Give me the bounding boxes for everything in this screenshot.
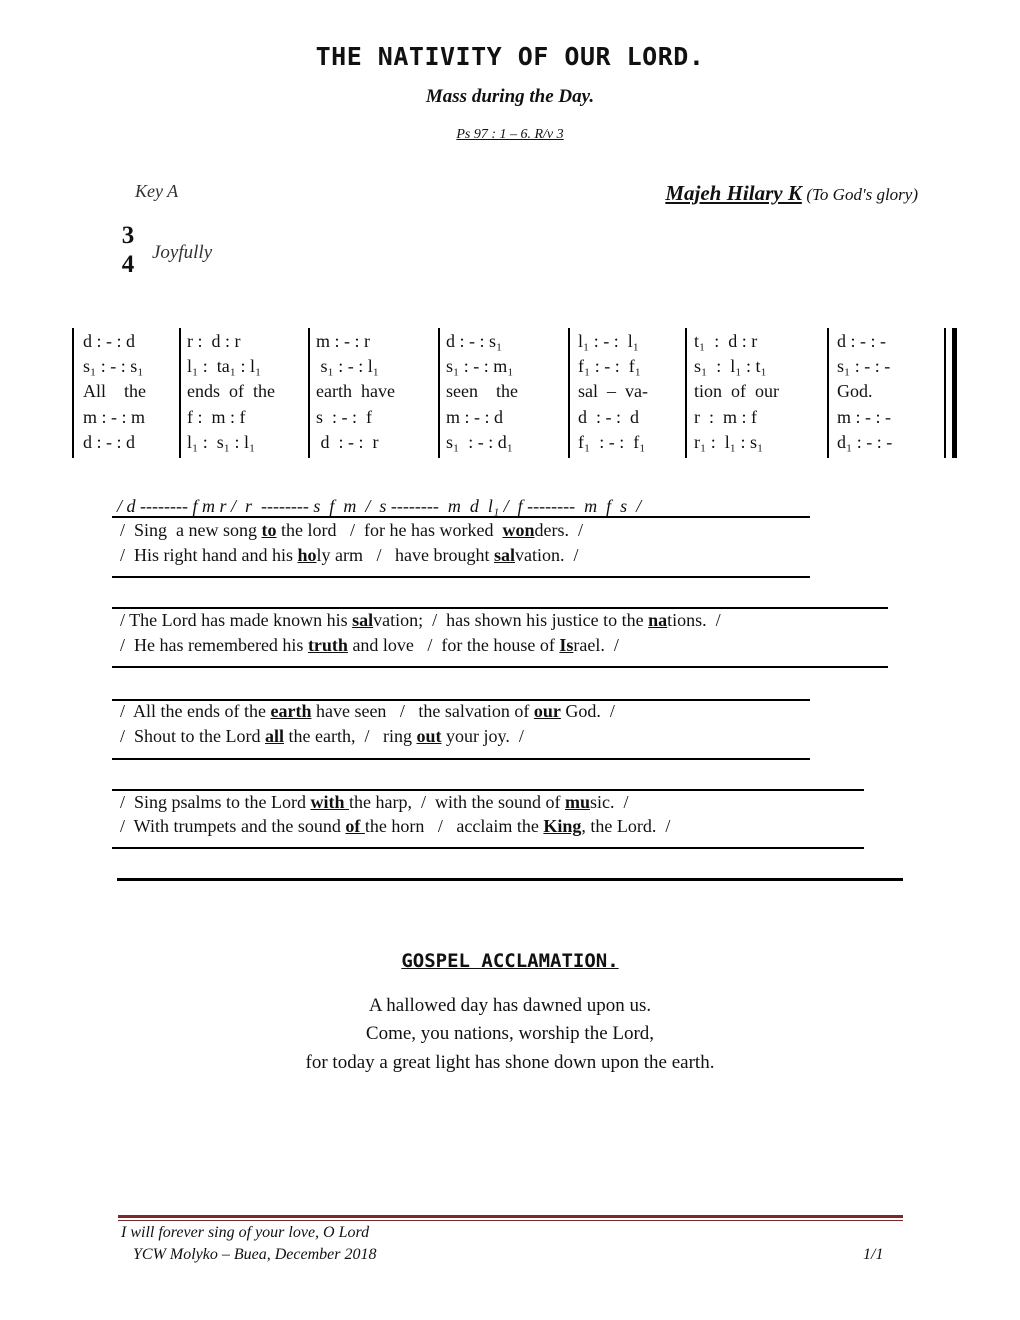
staff-rule xyxy=(112,607,888,609)
verse-text: / He has remembered his xyxy=(120,635,308,655)
page-number: 1/1 xyxy=(863,1246,884,1263)
solfa-bass: d₁ : - : - xyxy=(837,432,893,452)
lyric-syllables: tion of our xyxy=(694,381,779,401)
solfa-tenor: m : - : d xyxy=(446,407,503,427)
barline xyxy=(827,328,829,458)
verse-text: the horn / acclaim the xyxy=(364,816,544,836)
barline xyxy=(568,328,570,458)
solfa-tenor: m : - : m xyxy=(83,407,145,427)
barline xyxy=(179,328,181,458)
psalm-verse-line xyxy=(120,610,721,631)
composer-dedication: (To God's glory) xyxy=(806,185,918,204)
solfa-soprano: t₁ : d : r xyxy=(694,331,758,351)
accented-syllable: with xyxy=(310,792,350,812)
verse-text: God. / xyxy=(560,701,615,721)
solfa-score xyxy=(72,328,959,458)
accented-syllable: truth xyxy=(307,635,348,655)
accented-syllable: of xyxy=(345,816,365,836)
barline xyxy=(72,328,74,458)
barline xyxy=(308,328,310,458)
accented-syllable: earth xyxy=(270,701,312,721)
tempo-marking: Joyfully xyxy=(152,242,213,263)
solfa-soprano: r : d : r xyxy=(187,331,241,351)
page-subtitle: Mass during the Day. xyxy=(425,86,595,107)
accented-syllable: all xyxy=(265,726,285,746)
accented-syllable: mu xyxy=(564,792,590,812)
footer-divider xyxy=(118,1220,903,1221)
psalm-chant-formula: / d -------- f m r / r -------- s f m / s -------- m d l₁ / f -------- m f s / xyxy=(117,496,642,516)
solfa-soprano: m : - : r xyxy=(316,331,370,351)
staff-rule xyxy=(117,878,903,881)
staff-rule xyxy=(112,789,864,791)
solfa-alto: s₁ : - : m₁ xyxy=(446,356,514,376)
composer-credit xyxy=(665,181,918,206)
accented-syllable: na xyxy=(648,610,668,630)
gospel-line: Come, you nations, worship the Lord, xyxy=(365,1023,655,1044)
verse-text: vation. / xyxy=(515,545,579,565)
lyric-syllables: earth have xyxy=(316,381,395,401)
gospel-acclamation-title: GOSPEL ACCLAMATION. xyxy=(401,950,619,972)
lyric-syllables: seen the xyxy=(446,381,518,401)
solfa-bass: d : - : d xyxy=(83,432,135,452)
accented-syllable: to xyxy=(261,520,277,540)
solfa-tenor: d : - : d xyxy=(578,407,639,427)
key-signature: Key A xyxy=(135,181,179,201)
solfa-soprano: d : - : - xyxy=(837,331,886,351)
page-title: THE NATIVITY OF OUR LORD. xyxy=(315,42,705,71)
barline xyxy=(685,328,687,458)
time-signature xyxy=(119,221,137,279)
staff-rule xyxy=(112,576,810,578)
accented-syllable: sal xyxy=(493,545,515,565)
solfa-soprano: d : - : s₁ xyxy=(446,331,503,351)
solfa-alto: s₁ : - : - xyxy=(837,356,891,376)
footer-motto: I will forever sing of your love, O Lord xyxy=(121,1224,370,1241)
verse-text: vation; / has shown his justice to the xyxy=(373,610,649,630)
solfa-alto: f₁ : - : f₁ xyxy=(578,356,642,376)
staff-rule xyxy=(112,847,864,849)
lyric-syllables: All the xyxy=(83,381,146,401)
solfa-tenor: m : - : - xyxy=(837,407,891,427)
psalm-verse-line xyxy=(120,726,524,747)
lyric-syllables: sal – va- xyxy=(578,381,648,401)
barline xyxy=(438,328,440,458)
solfa-bass: r₁ : l₁ : s₁ xyxy=(694,432,764,452)
accented-syllable: out xyxy=(416,726,442,746)
solfa-alto: s₁ : l₁ : t₁ xyxy=(694,356,767,376)
solfa-tenor: f : m : f xyxy=(187,407,246,427)
gospel-line: for today a great light has shone down upon the earth. xyxy=(305,1052,715,1073)
verse-text: your joy. / xyxy=(441,726,524,746)
verse-text: and love / for the house of xyxy=(347,635,560,655)
time-signature-top: 3 xyxy=(121,222,135,249)
verse-text: sic. / xyxy=(590,792,629,812)
accented-syllable: ho xyxy=(297,545,317,565)
verse-text: / Shout to the Lord xyxy=(120,726,265,746)
lyric-syllables: ends of the xyxy=(187,381,275,401)
verse-text: / With trumpets and the sound xyxy=(120,816,346,836)
footer-source: YCW Molyko – Buea, December 2018 xyxy=(133,1246,377,1263)
gospel-line: A hallowed day has dawned upon us. xyxy=(368,995,652,1016)
psalm-reference: Ps 97 : 1 – 6. R/v 3 xyxy=(456,127,564,142)
verse-text: / Sing psalms to the Lord xyxy=(120,792,311,812)
verse-text: / His right hand and his xyxy=(120,545,298,565)
solfa-alto: s₁ : - : l₁ xyxy=(316,356,380,376)
staff-rule xyxy=(112,666,888,668)
accented-syllable: sal xyxy=(352,610,374,630)
psalm-verse-line xyxy=(120,816,670,837)
solfa-bass: l₁ : s₁ : l₁ xyxy=(187,432,256,452)
solfa-bass: d : - : r xyxy=(316,432,379,452)
psalm-verse-line xyxy=(120,545,579,566)
verse-text: / All the ends of the xyxy=(120,701,271,721)
solfa-soprano: l₁ : - : l₁ xyxy=(578,331,640,351)
lyric-syllables: God. xyxy=(837,381,873,401)
verse-text: the harp, / with the sound of xyxy=(349,792,565,812)
verse-text: , the Lord. / xyxy=(581,816,671,836)
verse-text: tions. / xyxy=(667,610,721,630)
solfa-tenor: r : m : f xyxy=(694,407,757,427)
verse-text: the lord / for he has worked xyxy=(276,520,503,540)
final-barline xyxy=(952,328,957,458)
accented-syllable: our xyxy=(533,701,561,721)
staff-rule xyxy=(112,699,810,701)
accented-syllable: King xyxy=(543,816,582,836)
solfa-bass: s₁ : - : d₁ xyxy=(446,432,514,452)
verse-text: have seen / the salvation of xyxy=(311,701,534,721)
verse-text: ly arm / have brought xyxy=(316,545,494,565)
staff-rule xyxy=(112,516,810,518)
verse-text: / Sing a new song xyxy=(120,520,262,540)
staff-rule xyxy=(112,758,810,760)
footer-divider xyxy=(118,1215,903,1218)
verse-text: ders. / xyxy=(534,520,583,540)
time-signature-bottom: 4 xyxy=(121,251,135,278)
solfa-tenor: s : - : f xyxy=(316,407,372,427)
accented-syllable: won xyxy=(502,520,535,540)
psalm-verse-line xyxy=(120,701,615,722)
verse-text: rael. / xyxy=(573,635,619,655)
psalm-verse-line xyxy=(120,792,629,813)
final-barline xyxy=(944,328,946,458)
solfa-alto: s₁ : - : s₁ xyxy=(83,356,144,376)
accented-syllable: Is xyxy=(559,635,574,655)
solfa-alto: l₁ : ta₁ : l₁ xyxy=(187,356,262,376)
verse-text: the earth, / ring xyxy=(284,726,417,746)
psalm-verse-line xyxy=(120,635,619,656)
verse-text: / The Lord has made known his xyxy=(120,610,353,630)
solfa-soprano: d : - : d xyxy=(83,331,135,351)
psalm-verse-line xyxy=(120,520,583,541)
composer-name: Majeh Hilary K xyxy=(665,181,802,205)
solfa-bass: f₁ : - : f₁ xyxy=(578,432,646,452)
